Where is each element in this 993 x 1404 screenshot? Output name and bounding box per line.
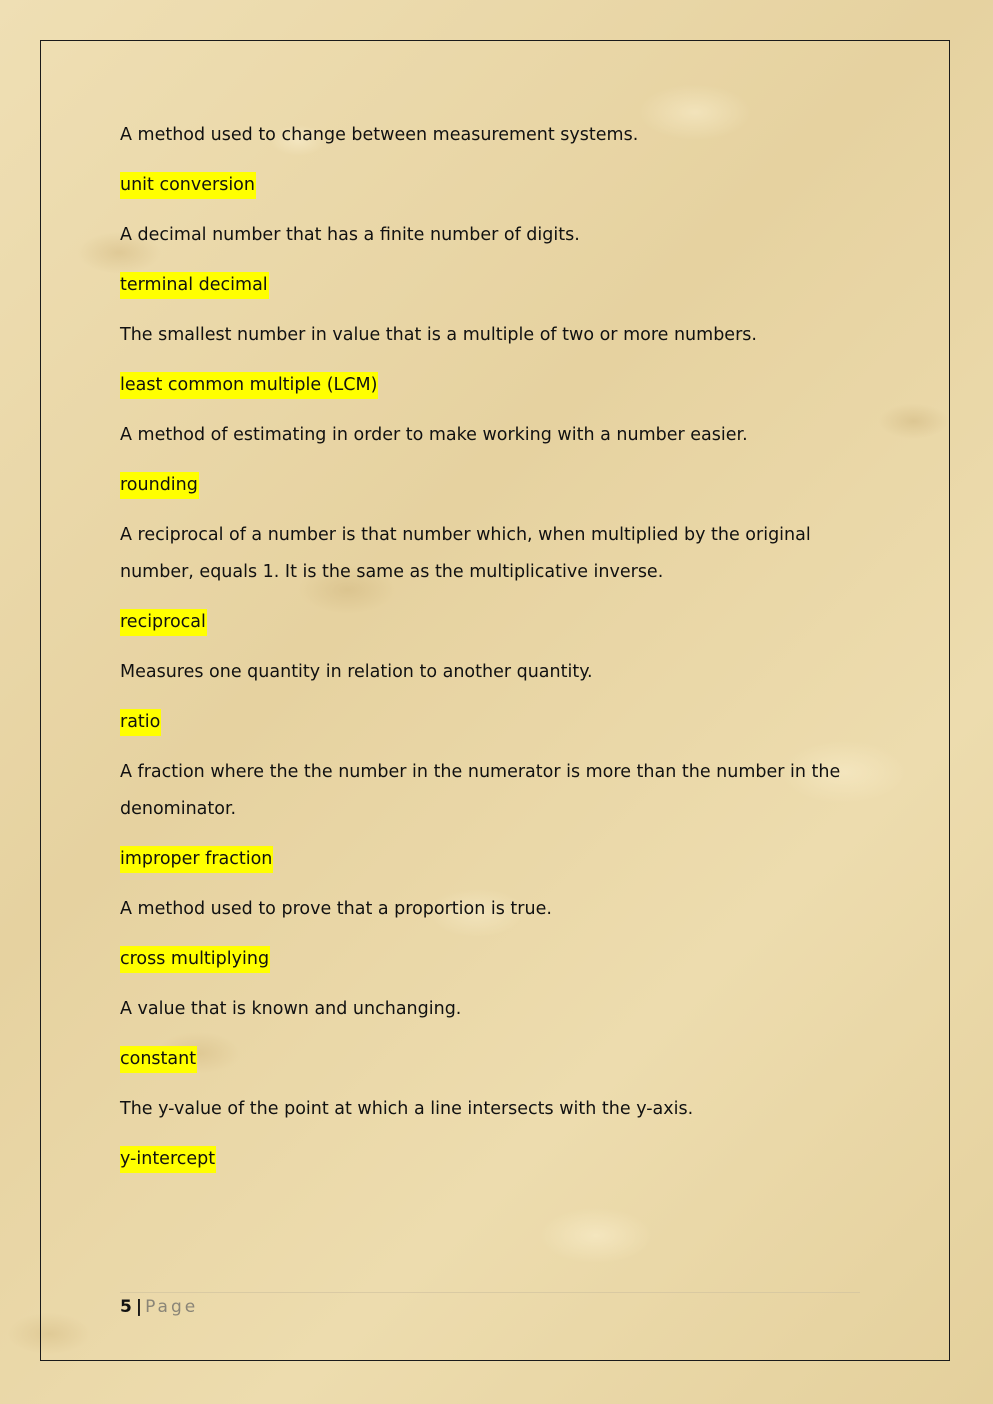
definition-text: A decimal number that has a finite number of digits. [120,225,580,245]
page-label: Page [145,1297,199,1317]
highlighted-term: improper fraction [120,846,273,873]
definition-text: A fraction where the the number in the numerator is more than the number in the denominator. [120,762,841,819]
highlighted-term: y-intercept [120,1146,216,1173]
definition-text: Measures one quantity in relation to another quantity. [120,662,593,682]
glossary-list [120,117,880,1191]
highlighted-term: terminal decimal [120,272,269,299]
definition-text: A reciprocal of a number is that number which, when multiplied by the original number, equals 1. It is the same as the multiplicative inverse. [120,525,811,582]
term-item [120,841,880,878]
term-item [120,604,880,641]
highlighted-term: constant [120,1046,197,1073]
page-footer [120,1294,198,1320]
highlighted-term: rounding [120,472,199,499]
definition-text: A method used to prove that a proportion is true. [120,899,552,919]
highlighted-term: ratio [120,709,161,736]
term-item [120,467,880,504]
term-item [120,1041,880,1078]
definition-text: The y-value of the point at which a line intersects with the y-axis. [120,1099,694,1119]
page-number: 5 [120,1297,132,1317]
term-item [120,267,880,304]
footer-divider [120,1292,860,1293]
highlighted-term: least common multiple (LCM) [120,372,378,399]
term-item [120,941,880,978]
term-item [120,167,880,204]
definition-text: The smallest number in value that is a multiple of two or more numbers. [120,325,757,345]
definition-text: A method of estimating in order to make working with a number easier. [120,425,748,445]
footer-separator: | [135,1297,143,1317]
term-item [120,1141,880,1178]
term-item [120,367,880,404]
highlighted-term: cross multiplying [120,946,270,973]
definition-text: A method used to change between measurement systems. [120,125,639,145]
term-item [120,704,880,741]
highlighted-term: reciprocal [120,609,207,636]
highlighted-term: unit conversion [120,172,256,199]
definition-text: A value that is known and unchanging. [120,999,462,1019]
